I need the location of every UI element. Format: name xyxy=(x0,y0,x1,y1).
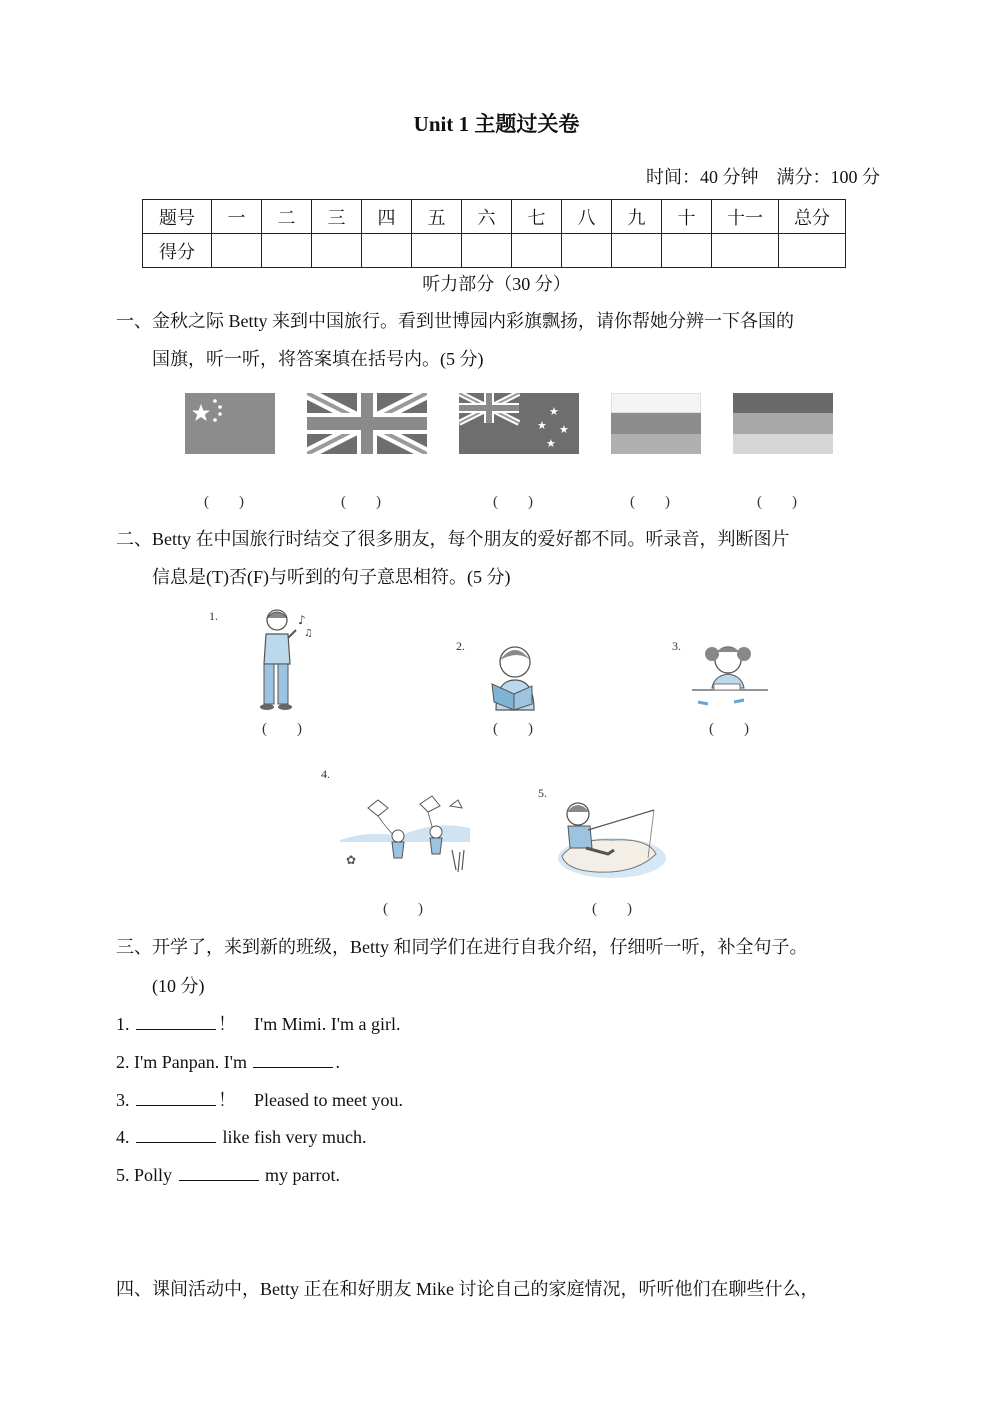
score-cell[interactable] xyxy=(212,234,262,268)
picture-number: 1. xyxy=(209,609,218,623)
item-prefix: 3. xyxy=(116,1090,130,1110)
answer-bracket[interactable]: ( ) xyxy=(630,494,670,510)
russia-flag-image xyxy=(611,393,701,454)
page-title: Unit 1 主题过关卷 xyxy=(413,112,580,136)
score-cell[interactable] xyxy=(779,234,846,268)
answer-bracket[interactable]: ( ) xyxy=(262,721,302,737)
answer-blank[interactable] xyxy=(136,1013,216,1030)
answer-blank[interactable] xyxy=(136,1126,216,1143)
score-cell[interactable] xyxy=(362,234,412,268)
score-cell[interactable] xyxy=(612,234,662,268)
answer-bracket[interactable]: ( ) xyxy=(204,494,244,510)
score-header-cell: 十 xyxy=(662,200,712,234)
boy-fishing-picture xyxy=(556,796,668,882)
sec4-question-line1: 四、课间活动中，Betty 正在和好朋友 Mike 讨论自己的家庭情况，听听他们在聊些什么， xyxy=(116,1279,819,1299)
answer-bracket[interactable]: ( ) xyxy=(709,721,749,737)
item-prefix: 5. Polly xyxy=(116,1165,173,1185)
picture-number: 3. xyxy=(672,639,681,653)
fill-blank-item-3 xyxy=(116,1081,403,1119)
fill-blank-item-2 xyxy=(116,1043,340,1081)
item-suffix: ！ Pleased to meet you. xyxy=(218,1090,403,1110)
svg-text:♫: ♫ xyxy=(304,628,313,639)
score-header-cell: 一 xyxy=(212,200,262,234)
score-cell[interactable] xyxy=(712,234,779,268)
score-table-header-row xyxy=(143,200,846,234)
svg-text:✿: ✿ xyxy=(346,853,357,867)
score-cell[interactable] xyxy=(312,234,362,268)
sec3-question-line1: 三、开学了，来到新的班级，Betty 和同学们在进行自我介绍，仔细听一听，补全句子。 xyxy=(116,937,808,957)
answer-bracket[interactable]: ( ) xyxy=(493,494,533,510)
score-header-cell: 四 xyxy=(362,200,412,234)
item-suffix: ！ I'm Mimi. I'm a girl. xyxy=(218,1014,401,1034)
fill-blank-item-5 xyxy=(116,1156,340,1194)
score-header-cell: 五 xyxy=(412,200,462,234)
score-header-cell: 题号 xyxy=(143,200,212,234)
score-header-cell: 十一 xyxy=(712,200,779,234)
answer-bracket[interactable]: ( ) xyxy=(341,494,381,510)
svg-text:★: ★ xyxy=(559,423,569,436)
score-row-label: 得分 xyxy=(143,234,212,268)
picture-number: 4. xyxy=(321,767,330,781)
score-cell[interactable] xyxy=(512,234,562,268)
score-cell[interactable] xyxy=(412,234,462,268)
answer-bracket[interactable]: ( ) xyxy=(757,494,797,510)
fill-blank-item-1 xyxy=(116,1005,400,1043)
score-header-cell: 三 xyxy=(312,200,362,234)
score-cell[interactable] xyxy=(462,234,512,268)
girl-drawing-picture xyxy=(690,640,770,712)
score-cell[interactable] xyxy=(262,234,312,268)
fill-blank-item-4 xyxy=(116,1118,366,1156)
picture-number: 2. xyxy=(456,639,465,653)
sec2-question-line2: 信息是(T)否(F)与听到的句子意思相符。(5 分) xyxy=(152,567,511,587)
score-cell[interactable] xyxy=(662,234,712,268)
answer-blank[interactable] xyxy=(253,1051,333,1068)
china-flag-image xyxy=(185,393,275,454)
item-prefix: 1. xyxy=(116,1014,130,1034)
time-score-info: 时间：40 分钟 满分：100 分 xyxy=(646,167,880,187)
item-prefix: 2. I'm Panpan. I'm xyxy=(116,1052,247,1072)
score-header-cell: 九 xyxy=(612,200,662,234)
uk-flag-image xyxy=(307,393,427,454)
boy-reading-picture xyxy=(488,640,542,712)
score-table-score-row xyxy=(143,234,846,268)
score-header-cell: 七 xyxy=(512,200,562,234)
score-header-cell: 八 xyxy=(562,200,612,234)
score-cell[interactable] xyxy=(562,234,612,268)
item-suffix: . xyxy=(335,1052,340,1072)
svg-text:★: ★ xyxy=(549,405,559,418)
children-flying-kites-picture xyxy=(340,790,470,880)
item-suffix: my parrot. xyxy=(265,1165,340,1185)
svg-text:♪: ♪ xyxy=(298,613,306,627)
answer-blank[interactable] xyxy=(136,1089,216,1106)
answer-blank[interactable] xyxy=(179,1164,259,1181)
sec3-question-line2: (10 分) xyxy=(152,976,205,996)
svg-text:★: ★ xyxy=(537,419,547,432)
answer-bracket[interactable]: ( ) xyxy=(383,901,423,917)
sec1-question-line2: 国旗，听一听，将答案填在括号内。(5 分) xyxy=(152,349,484,369)
item-suffix: like fish very much. xyxy=(222,1127,367,1147)
answer-bracket[interactable]: ( ) xyxy=(592,901,632,917)
answer-bracket[interactable]: ( ) xyxy=(493,721,533,737)
picture-number: 5. xyxy=(538,786,547,800)
new-zealand-flag-image xyxy=(459,393,579,454)
score-header-cell: 六 xyxy=(462,200,512,234)
germany-flag-image xyxy=(733,393,833,454)
item-prefix: 4. xyxy=(116,1127,130,1147)
score-header-cell: 总分 xyxy=(779,200,846,234)
score-header-cell: 二 xyxy=(262,200,312,234)
listening-header: 听力部分（30 分） xyxy=(422,274,571,294)
score-table xyxy=(142,199,846,268)
sec2-question-line1: 二、Betty 在中国旅行时结交了很多朋友，每个朋友的爱好都不同。听录音，判断图片 xyxy=(116,529,790,549)
boy-singing-picture xyxy=(252,606,314,714)
sec1-question-line1: 一、金秋之际 Betty 来到中国旅行。看到世博园内彩旗飘扬，请你帮她分辨一下各国的 xyxy=(116,311,794,331)
svg-text:★: ★ xyxy=(546,437,556,450)
